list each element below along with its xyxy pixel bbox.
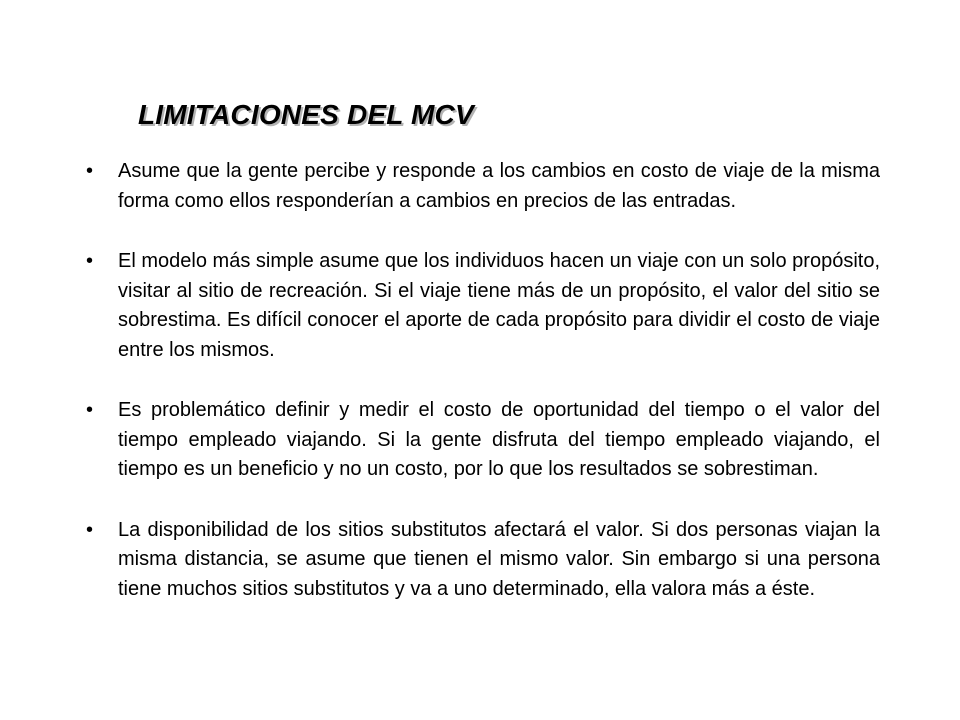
bullet-text: Asume que la gente percibe y responde a los cambios en costo de viaje de la misma forma como ellos responderían a cambios en precios de las entradas. [118,160,880,212]
bullet-dot-icon: • [86,160,94,182]
bullet-text: La disponibilidad de los sitios substitutos afectará el valor. Si dos personas viajan la misma distancia, se asume que tienen el mismo valor. Sin embargo si una persona tiene muchos sitios substitutos y va a uno determinado, ella valora más a éste. [118,518,880,600]
bullet-item [86,396,880,485]
bullet-text: El modelo más simple asume que los individuos hacen un viaje con un solo propósito, visitar al sitio de recreación. Si el viaje tiene más de un propósito, el valor del sitio se sobrestima. Es difícil conocer el aporte de cada propósito para dividir el costo de viaje entre los mismos. [118,250,880,361]
bullet-item [86,247,880,365]
bullet-dot-icon: • [86,399,94,421]
bullet-text: Es problemático definir y medir el costo de oportunidad del tiempo o el valor del tiempo empleado viajando. Si la gente disfruta del tiempo empleado viajando, el tiempo es un beneficio y no un costo, por lo que los resultados se sobrestiman. [118,399,880,480]
bullet-dot-icon: • [86,518,94,541]
bullet-list [86,157,880,635]
bullet-item [86,516,880,605]
bullet-item [86,157,880,216]
slide-title: LIMITACIONES DEL MCV [138,99,474,130]
bullet-dot-icon: • [86,250,94,272]
